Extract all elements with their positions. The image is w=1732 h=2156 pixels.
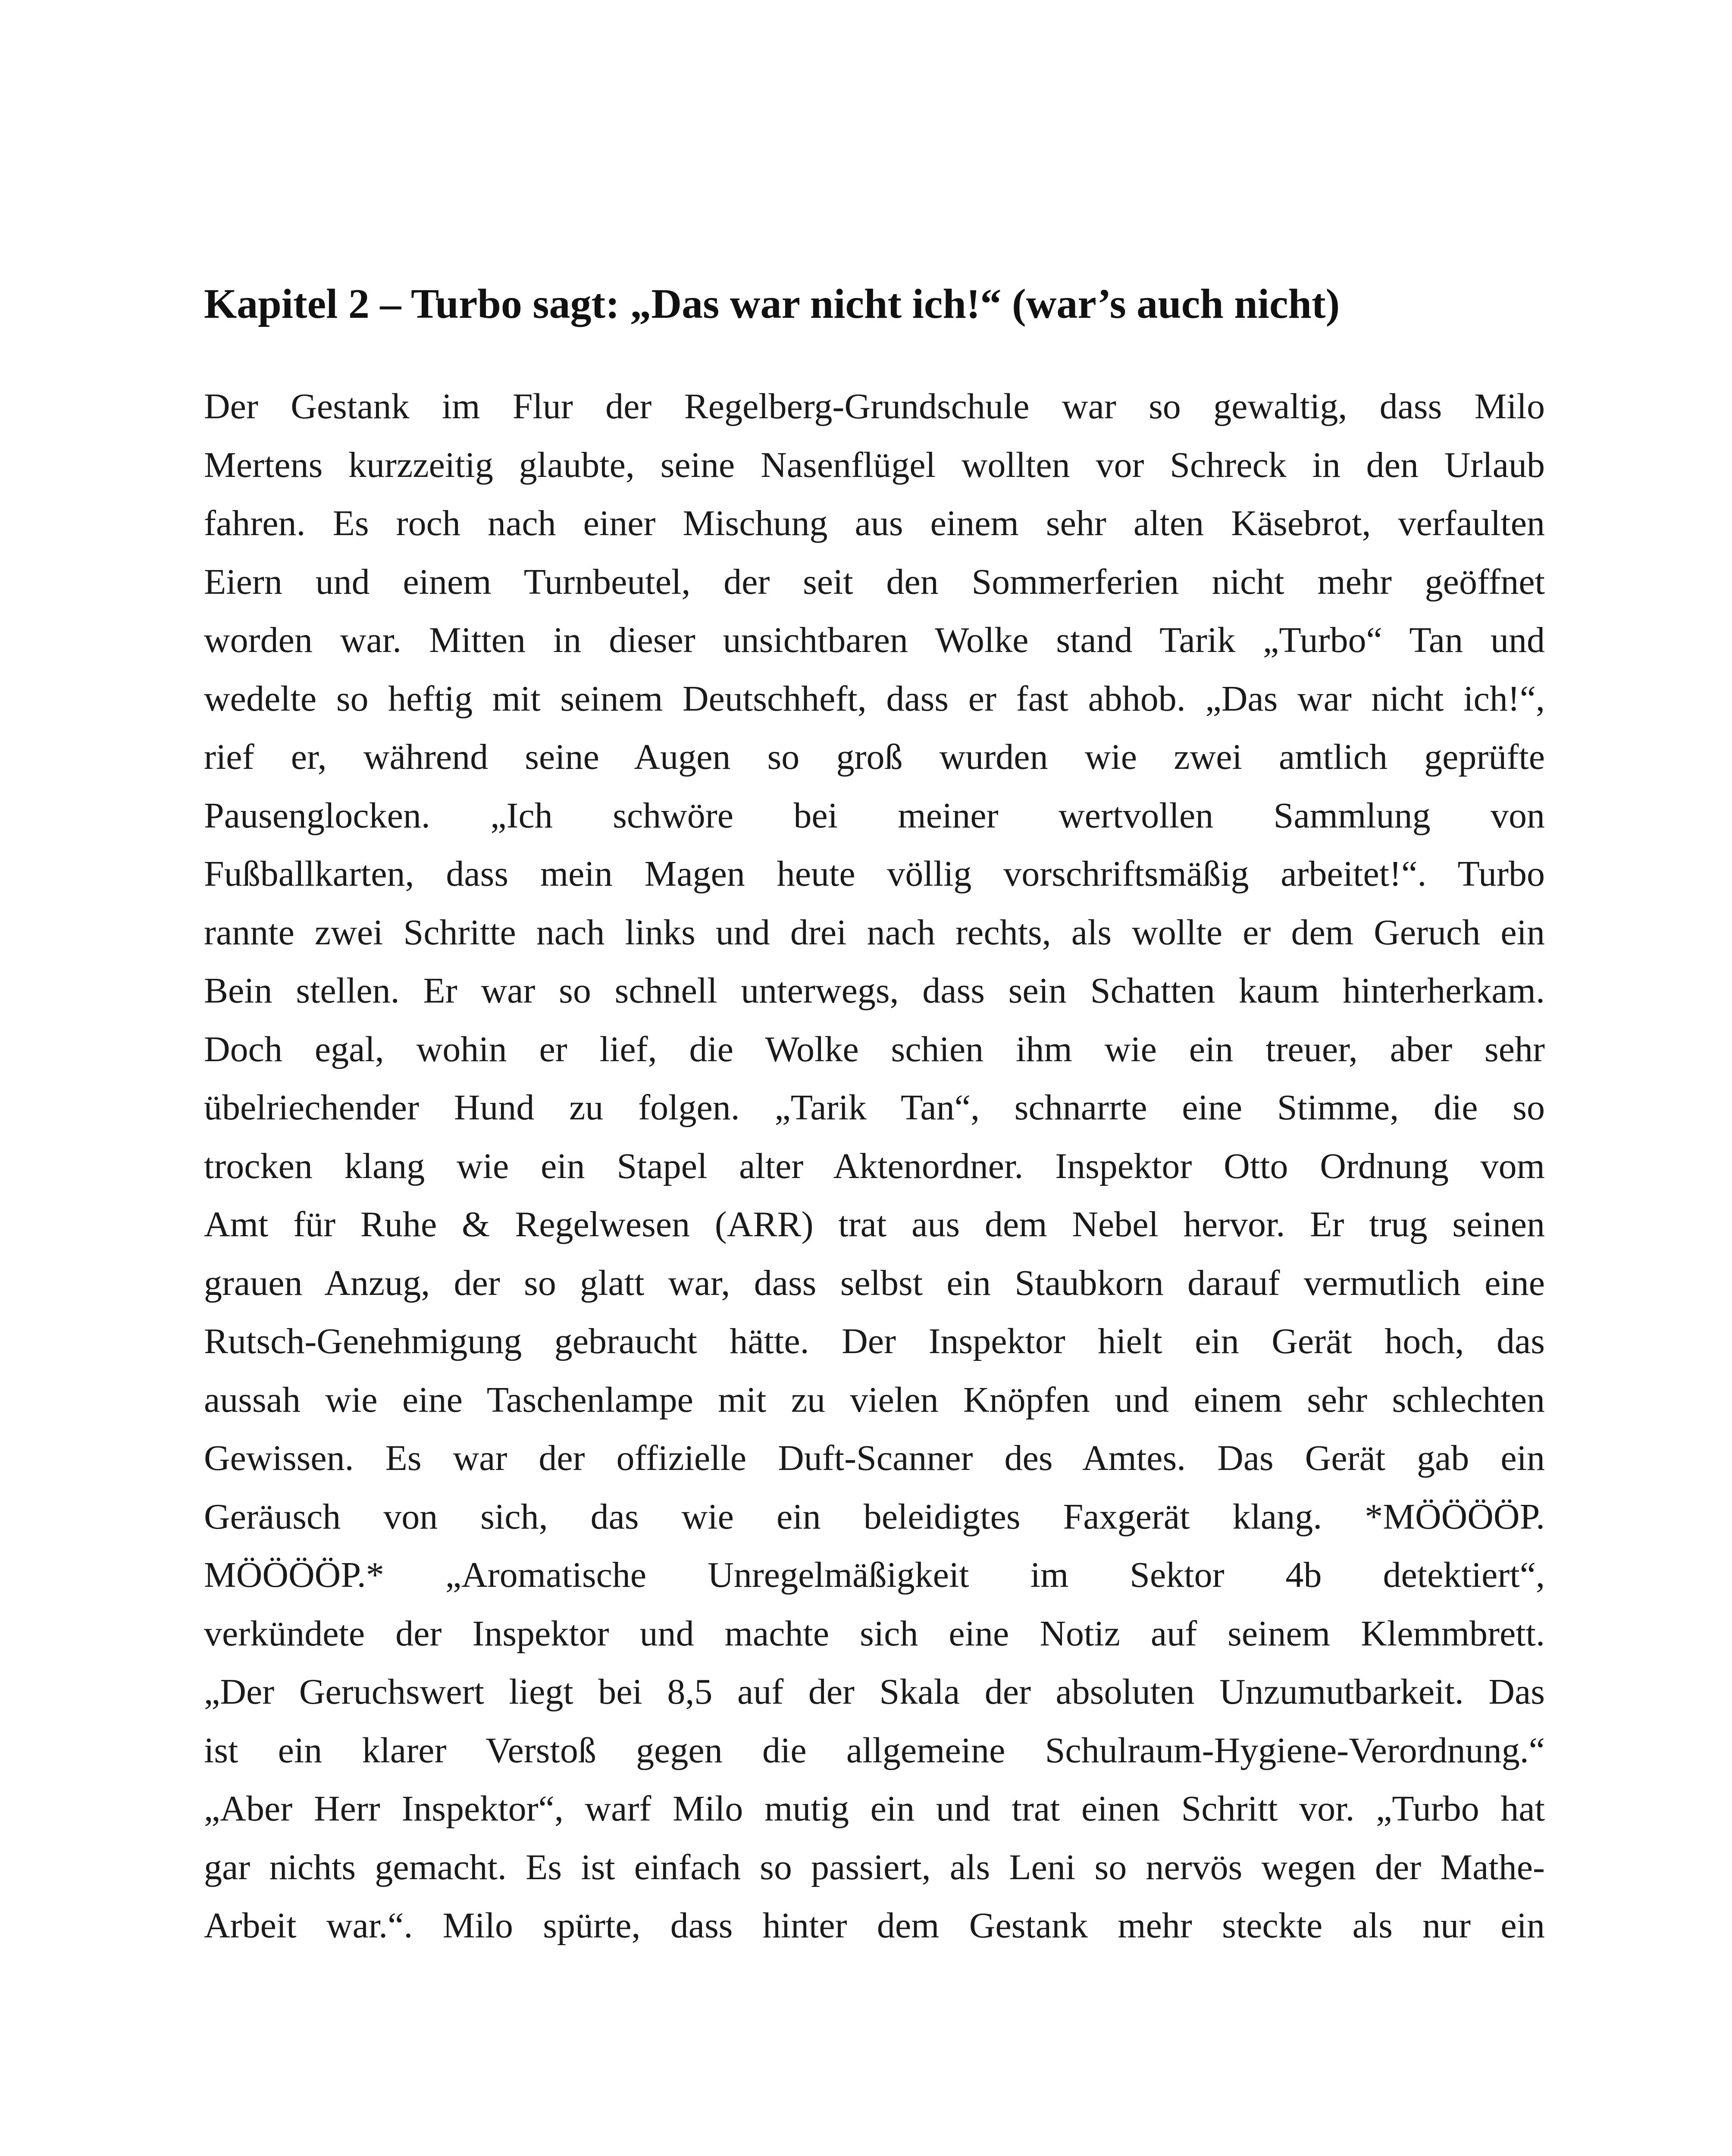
text-line: verkündete der Inspektor und machte sich eine Notiz auf seinem Klemmbrett. xyxy=(204,1613,1545,1654)
text-line: gar nichts gemacht. Es ist einfach so passiert, als Leni so nervös wegen der Mathe- xyxy=(204,1847,1545,1887)
text-line: worden war. Mitten in dieser unsichtbaren Wolke stand Tarik „Turbo“ Tan und xyxy=(204,620,1545,660)
text-line: Gewissen. Es war der offizielle Duft-Scanner des Amtes. Das Gerät gab ein xyxy=(204,1438,1545,1478)
text-line: Rutsch-Genehmigung gebraucht hätte. Der Inspektor hielt ein Gerät hoch, das xyxy=(204,1321,1545,1361)
text-line: rief er, während seine Augen so groß wurden wie zwei amtlich geprüfte xyxy=(204,737,1545,777)
text-line: MÖÖÖÖP.* „Aromatische Unregelmäßigkeit im Sektor 4b detektiert“, xyxy=(204,1555,1545,1595)
text-line: Mertens kurzzeitig glaubte, seine Nasenflügel wollten vor Schreck in den Urlaub xyxy=(204,445,1545,485)
text-line: ist ein klarer Verstoß gegen die allgemeine Schulraum-Hygiene-Verordnung.“ xyxy=(204,1730,1545,1771)
text-line: Arbeit war.“. Milo spürte, dass hinter dem Gestank mehr steckte als nur ein xyxy=(204,1905,1545,1946)
chapter-heading: Kapitel 2 – Turbo sagt: „Das war nicht ich!“ (war’s auch nicht) xyxy=(204,281,1340,327)
text-line: rannte zwei Schritte nach links und drei nach rechts, als wollte er dem Geruch ein xyxy=(204,912,1545,953)
text-line: Bein stellen. Er war so schnell unterwegs, dass sein Schatten kaum hinterherkam. xyxy=(204,971,1545,1011)
text-line: übelriechender Hund zu folgen. „Tarik Tan“, schnarrte eine Stimme, die so xyxy=(204,1087,1545,1128)
text-line: grauen Anzug, der so glatt war, dass selbst ein Staubkorn darauf vermutlich eine xyxy=(204,1263,1545,1303)
text-line: Geräusch von sich, das wie ein beleidigtes Faxgerät klang. *MÖÖÖÖP. xyxy=(204,1496,1545,1537)
text-line: Doch egal, wohin er lief, die Wolke schien ihm wie ein treuer, aber sehr xyxy=(204,1029,1545,1069)
text-line: Pausenglocken. „Ich schwöre bei meiner wertvollen Sammlung von xyxy=(204,795,1545,836)
text-line: fahren. Es roch nach einer Mischung aus einem sehr alten Käsebrot, verfaulten xyxy=(204,503,1545,543)
text-line: Der Gestank im Flur der Regelberg-Grundschule war so gewaltig, dass Milo xyxy=(204,386,1545,426)
chapter-body-paragraph xyxy=(204,377,1545,1955)
text-line: Amt für Ruhe & Regelwesen (ARR) trat aus dem Nebel hervor. Er trug seinen xyxy=(204,1204,1545,1244)
text-line: wedelte so heftig mit seinem Deutschheft, dass er fast abhob. „Das war nicht ich!“, xyxy=(204,678,1545,719)
text-line: trocken klang wie ein Stapel alter Aktenordner. Inspektor Otto Ordnung vom xyxy=(204,1146,1545,1186)
text-line: Eiern und einem Turnbeutel, der seit den Sommerferien nicht mehr geöffnet xyxy=(204,561,1545,602)
text-line: aussah wie eine Taschenlampe mit zu vielen Knöpfen und einem sehr schlechten xyxy=(204,1379,1545,1420)
text-line: „Der Geruchswert liegt bei 8,5 auf der Skala der absoluten Unzumutbarkeit. Das xyxy=(204,1672,1545,1712)
text-line: „Aber Herr Inspektor“, warf Milo mutig ein und trat einen Schritt vor. „Turbo hat xyxy=(204,1789,1545,1829)
text-line: Fußballkarten, dass mein Magen heute völlig vorschriftsmäßig arbeitet!“. Turbo xyxy=(204,854,1545,894)
